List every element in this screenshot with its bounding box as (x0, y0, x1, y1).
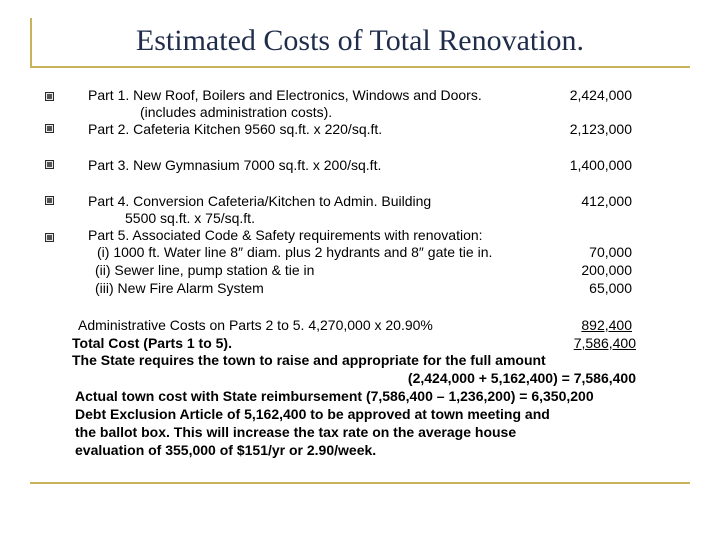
item-part5-ii: (ii) Sewer line, pump station & tie in (95, 262, 315, 278)
top-rule (30, 66, 690, 68)
item-part1: Part 1. New Roof, Boilers and Electronics, Windows and Doors. (88, 87, 482, 103)
bullet-icon (45, 160, 54, 169)
amount-part1: 2,424,000 (569, 87, 632, 103)
bullet-icon (45, 92, 54, 101)
bullet-icon (45, 196, 54, 205)
summary-line: the ballot box. This will increase the tax rate on the average house (75, 424, 517, 440)
item-part4-detail: 5500 sq.ft. x 75/sq.ft. (125, 210, 255, 226)
summary-line: The State requires the town to raise and appropriate for the full amount (72, 352, 546, 368)
item-part1-note: (includes administration costs). (140, 104, 333, 120)
page-title: Estimated Costs of Total Renovation. (135, 24, 585, 57)
item-part4: Part 4. Conversion Cafeteria/Kitchen to Admin. Building (88, 193, 432, 209)
amount-part5-ii: 200,000 (581, 262, 632, 278)
total-amount: 7,586,400 (573, 335, 636, 351)
summary-line: Actual town cost with State reimbursement (7,586,400 – 1,236,200) = 6,350,200 (75, 388, 594, 404)
item-part2: Part 2. Cafeteria Kitchen 9560 sq.ft. x 220/sq.ft. (88, 121, 383, 137)
summary-line: (2,424,000 + 5,162,400) = 7,586,400 (407, 370, 636, 386)
bullet-icon (45, 233, 54, 242)
bottom-rule (30, 482, 690, 484)
bullet-icon (45, 124, 54, 133)
item-part3: Part 3. New Gymnasium 7000 sq.ft. x 200/sq.ft. (88, 157, 382, 173)
summary-line: Debt Exclusion Article of 5,162,400 to be approved at town meeting and (75, 406, 550, 422)
amount-part2: 2,123,000 (569, 121, 632, 137)
amount-part5-i: 70,000 (589, 244, 632, 260)
item-part5-iii: (iii) New Fire Alarm System (95, 280, 264, 296)
item-part5-i: (i) 1000 ft. Water line 8″ diam. plus 2 hydrants and 8″ gate tie in. (97, 244, 493, 260)
admin-costs: Administrative Costs on Parts 2 to 5. 4,270,000 x 20.90% (78, 317, 433, 333)
item-part5: Part 5. Associated Code & Safety requirements with renovation: (88, 227, 483, 243)
amount-part4: 412,000 (581, 193, 632, 209)
admin-amount: 892,400 (581, 317, 632, 333)
amount-part3: 1,400,000 (569, 157, 632, 173)
total-cost: Total Cost (Parts 1 to 5). (72, 335, 232, 351)
amount-part5-iii: 65,000 (589, 280, 632, 296)
summary-line: evaluation of 355,000 of $151/yr or 2.90/week. (75, 442, 377, 458)
